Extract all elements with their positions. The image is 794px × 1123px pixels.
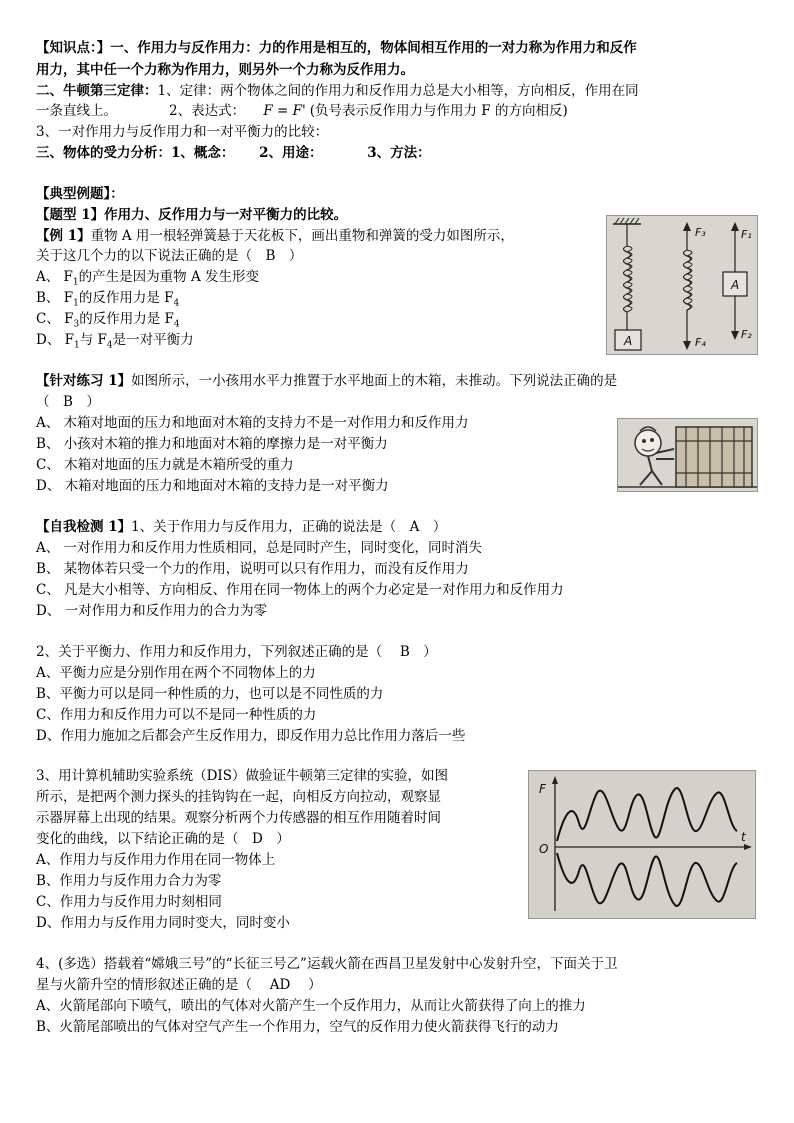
newton3-line-3: 3、一对作用力与反作用力和一对平衡力的比较： [36, 124, 329, 140]
selfcheck-q4-line-2: 星与火箭升空的情形叙述正确的是（ AD ） [36, 977, 322, 993]
newton3-expression-label: 2、表达式： [169, 103, 246, 119]
selfcheck-q2-option-c: C、作用力和反作用力可以不是同一种性质的力 [36, 707, 317, 723]
question-type-1-title: 【题型 1】作用力、反作用力与一对平衡力的比较。 [36, 207, 348, 223]
example-1-option-c: C、 $F_3$的反作用力是 $F_4$ [36, 311, 180, 330]
newton3-heading: 二、牛顿第三定律： [36, 83, 158, 99]
child-pushing-box-illustration [618, 419, 757, 491]
newton3-line-1 [36, 81, 639, 101]
example-1-option-b: B、 $F_1$的反作用力是 $F_4$ [36, 290, 180, 309]
selfcheck-q2-option-d: D、作用力施加之后都会产生反作用力，即反作用力总比作用力落后一些 [36, 728, 466, 744]
example-1-line-2: 关于这几个力的以下说法正确的是（ B ） [36, 248, 303, 264]
child-pushing-box-figure [617, 418, 758, 492]
selfcheck-q3-option-a: A、作用力与反作用力作用在同一物体上 [36, 852, 276, 868]
reaction-force-curve [557, 853, 737, 906]
practice-1-option-a: A、 木箱对地面的压力和地面对木箱的支持力不是一对作用力和反作用力 [36, 415, 469, 431]
selfcheck-q1-text: 1、关于作用力与反作用力，正确的说法是（ A ） [131, 519, 447, 535]
selfcheck-q4-option-a: A、火箭尾部向下喷气，喷出的气体对火箭产生一个反作用力，从而让火箭获得了向上的推力 [36, 998, 586, 1014]
examples-heading: 【典型例题】： [36, 186, 124, 202]
dis-force-curve-plot [529, 771, 755, 918]
t-axis-label: t [741, 830, 746, 844]
selfcheck-q1-option-b: B、 某物体若只受一个力的作用，说明可以只有作用力，而没有反作用力 [36, 561, 469, 577]
practice-1-option-c: C、 木箱对地面的压力就是木箱所受的重力 [36, 457, 294, 473]
selfcheck-q3-line-3: 示器屏幕上出现的结果。观察分析两个力传感器的相互作用随着时间 [36, 810, 441, 826]
newton3-formula: F = F' [263, 103, 306, 119]
selfcheck-q3-option-c: C、作用力与反作用力时刻相同 [36, 894, 222, 910]
selfcheck-q1-option-c: C、 凡是大小相等、方向相反、作用在同一物体上的两个力必定是一对作用力和反作用力 [36, 582, 564, 598]
force-analysis-line [36, 143, 431, 163]
force-f4-label: F₄ [695, 336, 706, 349]
example-1-option-d: D、 $F_1$与 $F_4$是一对平衡力 [36, 332, 194, 351]
force-analysis-item-3: 3、方法： [367, 145, 431, 161]
selfcheck-q4-option-b: B、火箭尾部喷出的气体对空气产生一个作用力，空气的反作用力使火箭获得飞行的动力 [36, 1019, 559, 1035]
practice-1-option-b: B、 小孩对木箱的推力和地面对木箱的摩擦力是一对平衡力 [36, 436, 388, 452]
selfcheck-q3-line-1: 3、用计算机辅助实验系统（DIS）做验证牛顿第三定律的实验，如图 [36, 768, 448, 784]
selfcheck-q3-line-4: 变化的曲线，以下结论正确的是（ D ） [36, 831, 290, 847]
selfcheck-q1-option-d: D、 一对作用力和反作用力的合力为零 [36, 603, 268, 619]
practice-1-line-2: （ B ） [36, 394, 100, 410]
kp-line-1: 【知识点：】一、作用力与反作用力：力的作用是相互的，物体间相互作用的一对力称为作用力和反作 [36, 40, 637, 56]
selfcheck-q2-text: 2、关于平衡力、作用力和反作用力，下列叙述正确的是（ B ） [36, 644, 437, 660]
selfcheck-q3-option-d: D、作用力与反作用力同时变大，同时变小 [36, 915, 290, 931]
example-1-line-1 [36, 226, 514, 246]
practice-1-tag: 【针对练习 1】 [36, 373, 132, 389]
selfcheck-tag: 【自我检测 1】 [36, 519, 132, 535]
newton3-law-cont: 一条直线上。 [36, 103, 117, 119]
force-analysis-item-1: 1、概念： [171, 145, 235, 161]
example-1-tag: 【例 1】 [36, 228, 91, 244]
newton3-formula-note: (负号表示反作用力与作用力 F 的方向相反) [309, 103, 568, 119]
selfcheck-q4-line-1: 4、(多选）搭载着“嫦娥三号”的“长征三号乙”运载火箭在西昌卫星发射中心发射升空，下面关于卫 [36, 956, 618, 972]
spring-force-figure [606, 215, 758, 355]
selfcheck-q3-option-b: B、作用力与反作用力合力为零 [36, 873, 222, 889]
force-f1-label: F₁ [741, 228, 752, 241]
force-analysis-item-2: 2、用途： [259, 145, 323, 161]
selfcheck-q2-option-b: B、平衡力可以是同一种性质的力，也可以是不同性质的力 [36, 686, 384, 702]
dis-force-curve-figure [528, 770, 756, 919]
force-f2-label: F₂ [741, 328, 752, 341]
spring-force-diagram [607, 216, 757, 354]
block-a-label-left: A [624, 334, 633, 348]
practice-1-option-d: D、 木箱对地面的压力和地面对木箱的支持力是一对平衡力 [36, 478, 389, 494]
f-axis-label: F [539, 782, 546, 796]
example-1-option-a: A、 $F_1$的产生是因为重物 A 发生形变 [36, 269, 259, 288]
origin-label: O [539, 842, 549, 856]
force-analysis-heading: 三、物体的受力分析： [36, 145, 171, 161]
selfcheck-q2-option-a: A、平衡力应是分别作用在两个不同物体上的力 [36, 665, 316, 681]
example-1-text: 重物 A 用一根轻弹簧悬于天花板下，画出重物和弹簧的受力如图所示， [90, 228, 514, 244]
force-f3-label: F₃ [695, 226, 706, 239]
block-a-label-right: A [731, 278, 740, 292]
newton3-law: 1、定律：两个物体之间的作用力和反作用力总是大小相等，方向相反，作用在同 [157, 83, 639, 99]
newton3-line-2 [36, 101, 568, 121]
practice-1-line-1 [36, 371, 617, 391]
selfcheck-q3-line-2: 所示，是把两个测力探头的挂钩钩在一起，向相反方向拉动，观察显 [36, 789, 441, 805]
selfcheck-q1-line [36, 517, 446, 537]
action-force-curve [557, 788, 737, 841]
selfcheck-q1-option-a: A、 一对作用力和反作用力性质相同，总是同时产生，同时变化，同时消失 [36, 540, 483, 556]
practice-1-text: 如图所示，一小孩用水平力推置于水平地面上的木箱，未推动。下列说法正确的是 [131, 373, 618, 389]
kp-line-2: 用力，其中任一个力称为作用力，则另外一个力称为反作用力。 [36, 62, 414, 78]
